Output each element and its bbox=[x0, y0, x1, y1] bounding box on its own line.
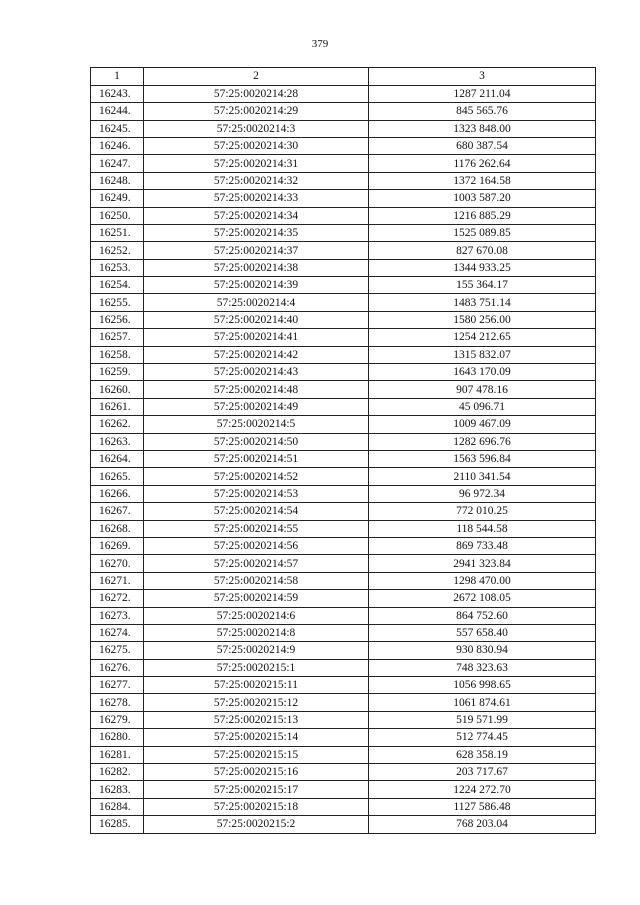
table-row bbox=[91, 242, 596, 259]
row-number-cell: 16262. bbox=[91, 416, 144, 433]
table-row bbox=[91, 155, 596, 172]
value-cell: 845 565.76 bbox=[369, 103, 596, 120]
cadastral-number-cell: 57:25:0020214:41 bbox=[144, 329, 369, 346]
row-number-cell: 16272. bbox=[91, 590, 144, 607]
value-cell: 1176 262.64 bbox=[369, 155, 596, 172]
value-cell: 2941 323.84 bbox=[369, 555, 596, 572]
table-row bbox=[91, 590, 596, 607]
cadastral-number-cell: 57:25:0020214:42 bbox=[144, 346, 369, 363]
cadastral-number-cell: 57:25:0020214:28 bbox=[144, 85, 369, 102]
cadastral-number-cell: 57:25:0020214:50 bbox=[144, 433, 369, 450]
row-number-cell: 16282. bbox=[91, 764, 144, 781]
row-number-cell: 16246. bbox=[91, 137, 144, 154]
row-number-cell: 16264. bbox=[91, 451, 144, 468]
table-row bbox=[91, 677, 596, 694]
cadastral-number-cell: 57:25:0020214:8 bbox=[144, 624, 369, 641]
row-number-cell: 16269. bbox=[91, 537, 144, 554]
cadastral-number-cell: 57:25:0020214:31 bbox=[144, 155, 369, 172]
value-cell: 1344 933.25 bbox=[369, 259, 596, 276]
cadastral-number-cell: 57:25:0020215:15 bbox=[144, 746, 369, 763]
value-cell: 1009 467.09 bbox=[369, 416, 596, 433]
value-cell: 1216 885.29 bbox=[369, 207, 596, 224]
row-number-cell: 16254. bbox=[91, 277, 144, 294]
table-row bbox=[91, 346, 596, 363]
cadastral-number-cell: 57:25:0020215:18 bbox=[144, 798, 369, 815]
value-cell: 519 571.99 bbox=[369, 711, 596, 728]
row-number-cell: 16283. bbox=[91, 781, 144, 798]
cadastral-number-cell: 57:25:0020215:16 bbox=[144, 764, 369, 781]
table-row bbox=[91, 659, 596, 676]
row-number-cell: 16280. bbox=[91, 729, 144, 746]
table-row bbox=[91, 137, 596, 154]
cadastral-number-cell: 57:25:0020215:17 bbox=[144, 781, 369, 798]
table-row bbox=[91, 781, 596, 798]
table-row bbox=[91, 711, 596, 728]
row-number-cell: 16251. bbox=[91, 224, 144, 241]
table-row bbox=[91, 364, 596, 381]
table-row bbox=[91, 172, 596, 189]
value-cell: 1525 089.85 bbox=[369, 224, 596, 241]
value-cell: 1563 596.84 bbox=[369, 451, 596, 468]
value-cell: 1580 256.00 bbox=[369, 311, 596, 328]
cadastral-number-cell: 57:25:0020214:32 bbox=[144, 172, 369, 189]
row-number-cell: 16284. bbox=[91, 798, 144, 815]
value-cell: 1224 272.70 bbox=[369, 781, 596, 798]
row-number-cell: 16250. bbox=[91, 207, 144, 224]
row-number-cell: 16253. bbox=[91, 259, 144, 276]
cadastral-number-cell: 57:25:0020215:11 bbox=[144, 677, 369, 694]
value-cell: 1061 874.61 bbox=[369, 694, 596, 711]
cadastral-number-cell: 57:25:0020214:30 bbox=[144, 137, 369, 154]
table-row bbox=[91, 816, 596, 833]
table-row bbox=[91, 259, 596, 276]
cadastral-number-cell: 57:25:0020214:35 bbox=[144, 224, 369, 241]
value-cell: 628 358.19 bbox=[369, 746, 596, 763]
row-number-cell: 16261. bbox=[91, 398, 144, 415]
row-number-cell: 16271. bbox=[91, 572, 144, 589]
table-row bbox=[91, 572, 596, 589]
row-number-cell: 16268. bbox=[91, 520, 144, 537]
row-number-cell: 16266. bbox=[91, 485, 144, 502]
value-cell: 96 972.34 bbox=[369, 485, 596, 502]
row-number-cell: 16258. bbox=[91, 346, 144, 363]
cadastral-number-cell: 57:25:0020214:4 bbox=[144, 294, 369, 311]
row-number-cell: 16270. bbox=[91, 555, 144, 572]
row-number-cell: 16249. bbox=[91, 190, 144, 207]
table-row bbox=[91, 190, 596, 207]
page-number: 379 bbox=[311, 38, 329, 50]
row-number-cell: 16257. bbox=[91, 329, 144, 346]
row-number-cell: 16247. bbox=[91, 155, 144, 172]
row-number-cell: 16276. bbox=[91, 659, 144, 676]
cadastral-number-cell: 57:25:0020214:43 bbox=[144, 364, 369, 381]
value-cell: 869 733.48 bbox=[369, 537, 596, 554]
cadastral-number-cell: 57:25:0020214:57 bbox=[144, 555, 369, 572]
row-number-cell: 16245. bbox=[91, 120, 144, 137]
value-cell: 864 752.60 bbox=[369, 607, 596, 624]
row-number-cell: 16252. bbox=[91, 242, 144, 259]
table-row bbox=[91, 642, 596, 659]
cadastral-number-cell: 57:25:0020214:48 bbox=[144, 381, 369, 398]
table-row bbox=[91, 520, 596, 537]
cadastral-number-cell: 57:25:0020214:54 bbox=[144, 503, 369, 520]
table-row bbox=[91, 329, 596, 346]
table-row bbox=[91, 451, 596, 468]
value-cell: 1298 470.00 bbox=[369, 572, 596, 589]
row-number-cell: 16279. bbox=[91, 711, 144, 728]
value-cell: 930 830.94 bbox=[369, 642, 596, 659]
row-number-cell: 16277. bbox=[91, 677, 144, 694]
value-cell: 203 717.67 bbox=[369, 764, 596, 781]
data-table bbox=[90, 67, 596, 834]
cadastral-number-cell: 57:25:0020214:34 bbox=[144, 207, 369, 224]
column-header-number: 1 bbox=[91, 68, 144, 86]
cadastral-number-cell: 57:25:0020214:51 bbox=[144, 451, 369, 468]
row-number-cell: 16259. bbox=[91, 364, 144, 381]
cadastral-number-cell: 57:25:0020215:1 bbox=[144, 659, 369, 676]
row-number-cell: 16278. bbox=[91, 694, 144, 711]
value-cell: 45 096.71 bbox=[369, 398, 596, 415]
row-number-cell: 16256. bbox=[91, 311, 144, 328]
value-cell: 155 364.17 bbox=[369, 277, 596, 294]
value-cell: 1056 998.65 bbox=[369, 677, 596, 694]
cadastral-number-cell: 57:25:0020214:29 bbox=[144, 103, 369, 120]
value-cell: 1254 212.65 bbox=[369, 329, 596, 346]
value-cell: 1315 832.07 bbox=[369, 346, 596, 363]
row-number-cell: 16244. bbox=[91, 103, 144, 120]
table-header bbox=[91, 68, 596, 86]
cadastral-number-cell: 57:25:0020214:5 bbox=[144, 416, 369, 433]
cadastral-number-cell: 57:25:0020214:38 bbox=[144, 259, 369, 276]
column-header-cadastral-number: 2 bbox=[144, 68, 369, 86]
row-number-cell: 16275. bbox=[91, 642, 144, 659]
row-number-cell: 16273. bbox=[91, 607, 144, 624]
table-row bbox=[91, 381, 596, 398]
table-row bbox=[91, 120, 596, 137]
value-cell: 1003 587.20 bbox=[369, 190, 596, 207]
value-cell: 827 670.08 bbox=[369, 242, 596, 259]
row-number-cell: 16263. bbox=[91, 433, 144, 450]
value-cell: 512 774.45 bbox=[369, 729, 596, 746]
table-row bbox=[91, 277, 596, 294]
table-row bbox=[91, 729, 596, 746]
cadastral-number-cell: 57:25:0020214:59 bbox=[144, 590, 369, 607]
cadastral-number-cell: 57:25:0020215:14 bbox=[144, 729, 369, 746]
value-cell: 680 387.54 bbox=[369, 137, 596, 154]
table-row bbox=[91, 311, 596, 328]
cadastral-number-cell: 57:25:0020214:6 bbox=[144, 607, 369, 624]
cadastral-number-cell: 57:25:0020214:58 bbox=[144, 572, 369, 589]
table-row bbox=[91, 207, 596, 224]
table-row bbox=[91, 294, 596, 311]
table-row bbox=[91, 416, 596, 433]
table-body bbox=[91, 85, 596, 833]
table-row bbox=[91, 468, 596, 485]
value-cell: 1372 164.58 bbox=[369, 172, 596, 189]
row-number-cell: 16267. bbox=[91, 503, 144, 520]
cadastral-number-cell: 57:25:0020214:56 bbox=[144, 537, 369, 554]
value-cell: 768 203.04 bbox=[369, 816, 596, 833]
table-row bbox=[91, 798, 596, 815]
table-row bbox=[91, 764, 596, 781]
cadastral-number-cell: 57:25:0020214:37 bbox=[144, 242, 369, 259]
cadastral-number-cell: 57:25:0020214:55 bbox=[144, 520, 369, 537]
table-row bbox=[91, 85, 596, 102]
table-row bbox=[91, 103, 596, 120]
cadastral-number-cell: 57:25:0020215:2 bbox=[144, 816, 369, 833]
value-cell: 1287 211.04 bbox=[369, 85, 596, 102]
value-cell: 118 544.58 bbox=[369, 520, 596, 537]
cadastral-number-cell: 57:25:0020214:53 bbox=[144, 485, 369, 502]
row-number-cell: 16248. bbox=[91, 172, 144, 189]
value-cell: 1643 170.09 bbox=[369, 364, 596, 381]
value-cell: 2110 341.54 bbox=[369, 468, 596, 485]
table-row bbox=[91, 224, 596, 241]
value-cell: 1323 848.00 bbox=[369, 120, 596, 137]
cadastral-number-cell: 57:25:0020214:52 bbox=[144, 468, 369, 485]
cadastral-number-cell: 57:25:0020215:12 bbox=[144, 694, 369, 711]
value-cell: 907 478.16 bbox=[369, 381, 596, 398]
table-row bbox=[91, 503, 596, 520]
value-cell: 748 323.63 bbox=[369, 659, 596, 676]
value-cell: 2672 108.05 bbox=[369, 590, 596, 607]
table-row bbox=[91, 398, 596, 415]
cadastral-number-cell: 57:25:0020214:3 bbox=[144, 120, 369, 137]
row-number-cell: 16260. bbox=[91, 381, 144, 398]
row-number-cell: 16274. bbox=[91, 624, 144, 641]
row-number-cell: 16265. bbox=[91, 468, 144, 485]
cadastral-number-cell: 57:25:0020214:33 bbox=[144, 190, 369, 207]
value-cell: 772 010.25 bbox=[369, 503, 596, 520]
value-cell: 1127 586.48 bbox=[369, 798, 596, 815]
cadastral-number-cell: 57:25:0020215:13 bbox=[144, 711, 369, 728]
table-row bbox=[91, 433, 596, 450]
row-number-cell: 16281. bbox=[91, 746, 144, 763]
value-cell: 1282 696.76 bbox=[369, 433, 596, 450]
value-cell: 1483 751.14 bbox=[369, 294, 596, 311]
value-cell: 557 658.40 bbox=[369, 624, 596, 641]
table-row bbox=[91, 555, 596, 572]
cadastral-number-cell: 57:25:0020214:39 bbox=[144, 277, 369, 294]
column-header-value: 3 bbox=[369, 68, 596, 86]
table-row bbox=[91, 607, 596, 624]
table-row bbox=[91, 694, 596, 711]
row-number-cell: 16243. bbox=[91, 85, 144, 102]
table-row bbox=[91, 746, 596, 763]
table-row bbox=[91, 624, 596, 641]
header-row bbox=[91, 68, 596, 86]
table-row bbox=[91, 537, 596, 554]
cadastral-number-cell: 57:25:0020214:49 bbox=[144, 398, 369, 415]
row-number-cell: 16255. bbox=[91, 294, 144, 311]
cadastral-number-cell: 57:25:0020214:9 bbox=[144, 642, 369, 659]
table-row bbox=[91, 485, 596, 502]
cadastral-number-cell: 57:25:0020214:40 bbox=[144, 311, 369, 328]
row-number-cell: 16285. bbox=[91, 816, 144, 833]
